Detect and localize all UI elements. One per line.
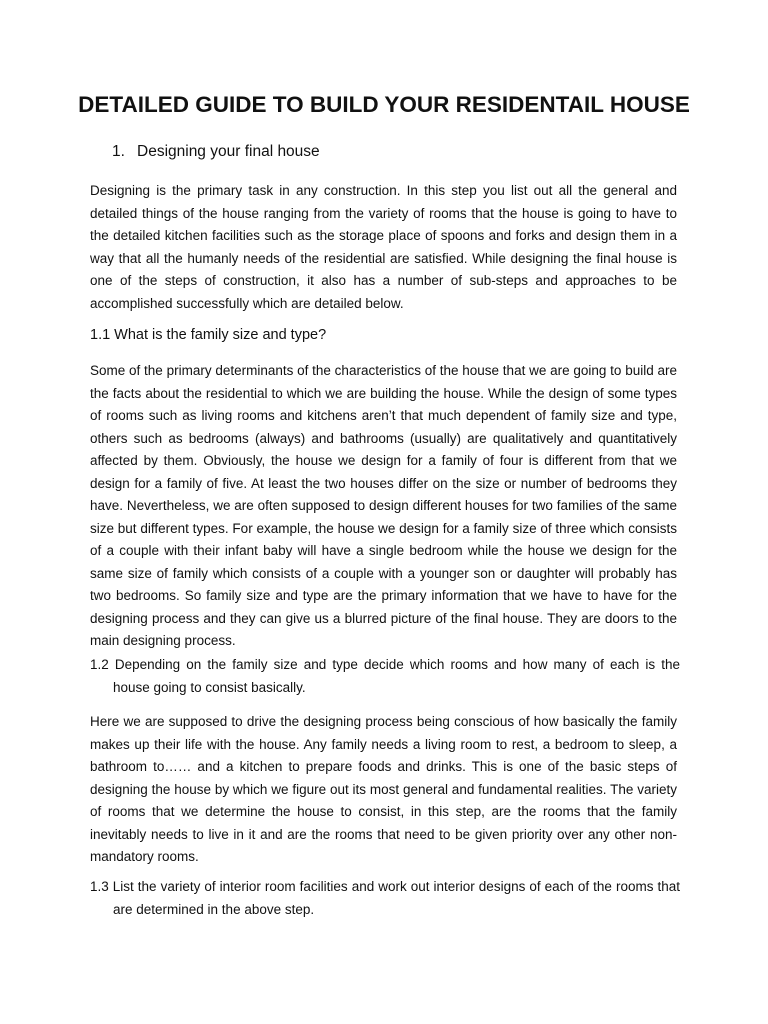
subsection-1-1-paragraph: Some of the primary determinants of the characteristics of the house that we are going to build are the facts about the residential to which we are building the house. While the design of some types of rooms such as living rooms and kitchens aren’t that much dependent of family size and type, others such as bedrooms (always) and bathrooms (usually) are qualitatively and quantitatively affected by them. Obviously, the house we design for a family of four is different from that we design for a family of five. At least the two houses differ on the size or number of bedrooms they have. Nevertheless, we are often supposed to design different houses for two families of the same size but different types. For example, the house we design for a family size of three which consists of a couple with their infant baby will have a single bedroom while the house we design for the same size of family which consists of a couple with a younger son or daughter will probably has two bedrooms. So family size and type are the primary information that we have to have for the designing process and they can give us a blurred picture of the final house. They are doors to the main designing process. — [90, 363, 677, 648]
intro-paragraph: Designing is the primary task in any construction. In this step you list out all the general and detailed things of the house ranging from the variety of rooms that the house is going to have to the detailed kitchen facilities such as the storage place of spoons and forks and design them in a way that all the humanly needs of the residential are satisfied. While designing the final house is one of the steps of construction, it also has a number of sub-steps and approaches to be accomplished successfully which are detailed below. — [90, 183, 677, 311]
subsection-1-2-paragraph: Here we are supposed to drive the designing process being conscious of how basically the family makes up their life with the house. Any family needs a living room to rest, a bedroom to sleep, a bathroom to…… and a kitchen to prepare foods and drinks. This is one of the basic steps of designing the house by which we figure out its most general and fundamental realities. The variety of rooms that we determine the house to consist, in this step, are the rooms that the family inevitably needs to live in it and are the rooms that need to be given priority over any other non-mandatory rooms. — [90, 714, 677, 864]
subsection-1-2-heading: 1.2 Depending on the family size and type decide which rooms and how many of each is the house going to consist basically. — [90, 657, 680, 695]
subsection-1-3-heading: 1.3 List the variety of interior room facilities and work out interior designs of each of the rooms that are determined in the above step. — [90, 879, 680, 917]
subsection-1-1-heading: 1.1 What is the family size and type? — [90, 327, 327, 343]
section-heading-1 — [112, 143, 320, 161]
document-title: DETAILED GUIDE TO BUILD YOUR RESIDENTAIL HOUSE — [78, 92, 690, 117]
section-number: 1. — [112, 143, 125, 160]
section-heading-text: Designing your final house — [137, 143, 320, 160]
